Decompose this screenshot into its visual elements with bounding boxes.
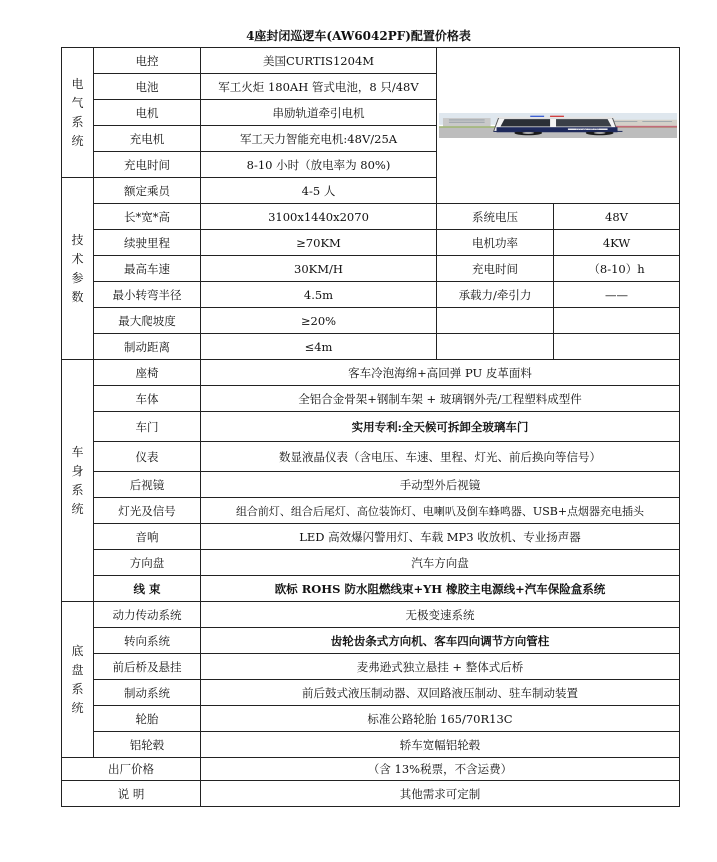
- table-row: [62, 412, 680, 442]
- spec-label: 充电时间: [437, 256, 554, 282]
- spec-value: （含 13%税票，不含运费）: [201, 758, 680, 781]
- spec-value: ≥70KM: [201, 230, 437, 256]
- group-label-technical: 技 术 参 数: [62, 178, 94, 360]
- table-row: [62, 256, 680, 282]
- spec-value: 无极变速系统: [201, 602, 680, 628]
- spec-label: 座椅: [94, 360, 201, 386]
- spec-label: [437, 334, 554, 360]
- spec-label: 充电时间: [94, 152, 201, 178]
- table-row: [62, 360, 680, 386]
- spec-label: 仪表: [94, 442, 201, 472]
- spec-label: 车体: [94, 386, 201, 412]
- table-row: [62, 732, 680, 758]
- spec-value: 4KW: [554, 230, 680, 256]
- table-row: [62, 602, 680, 628]
- spec-value: 麦弗逊式独立悬挂 + 整体式后桥: [201, 654, 680, 680]
- vehicle-image: [439, 113, 677, 138]
- table-row: [62, 758, 680, 781]
- group-label-electric: 电 气 系 统: [62, 48, 94, 178]
- spec-label: 额定乘员: [94, 178, 201, 204]
- spec-label: 最高车速: [94, 256, 201, 282]
- spec-label: 灯光及信号: [94, 498, 201, 524]
- spec-value: 实用专利:全天候可拆卸全玻璃车门: [201, 412, 680, 442]
- spec-label: 续驶里程: [94, 230, 201, 256]
- table-row: [62, 628, 680, 654]
- spec-value: ≤4m: [201, 334, 437, 360]
- spec-value: 军工火炬 180AH 管式电池，8 只/48V: [201, 74, 437, 100]
- spec-value: [554, 308, 680, 334]
- table-row: [62, 48, 680, 74]
- spec-label: 轮胎: [94, 706, 201, 732]
- spec-label: 铝轮毂: [94, 732, 201, 758]
- spec-value: 48V: [554, 204, 680, 230]
- table-row: [62, 204, 680, 230]
- spec-value: 串励轨道牵引电机: [201, 100, 437, 126]
- spec-value: 全铝合金骨架+钢制车架 + 玻璃钢外壳/工程塑料成型件: [201, 386, 680, 412]
- spec-value: 4.5m: [201, 282, 437, 308]
- spec-label: 制动系统: [94, 680, 201, 706]
- table-row: [62, 472, 680, 498]
- table-row: [62, 524, 680, 550]
- spec-value: 军工天力智能充电机:48V/25A: [201, 126, 437, 152]
- spec-label: 后视镜: [94, 472, 201, 498]
- spec-label: 制动距离: [94, 334, 201, 360]
- table-row: [62, 781, 680, 807]
- table-row: [62, 706, 680, 732]
- spec-label: 充电机: [94, 126, 201, 152]
- spec-value: [554, 334, 680, 360]
- spec-value: 3100x1440x2070: [201, 204, 437, 230]
- spec-label: [437, 308, 554, 334]
- vehicle-caption: 治安巡逻: [575, 129, 600, 131]
- spec-value: 汽车方向盘: [201, 550, 680, 576]
- spec-value: 轿车宽幅铝轮毂: [201, 732, 680, 758]
- group-label-body: 车 身 系 统: [62, 360, 94, 602]
- table-row: [62, 576, 680, 602]
- spec-value: 标准公路轮胎 165/70R13C: [201, 706, 680, 732]
- page-title: 4座封闭巡逻车(AW6042PF)配置价格表: [246, 29, 471, 43]
- spec-label: 电池: [94, 74, 201, 100]
- spec-label: 动力传动系统: [94, 602, 201, 628]
- spec-label: 线 束: [94, 576, 201, 602]
- group-label-chassis: 底 盘 系 统: [62, 602, 94, 758]
- spec-label: 长*宽*高: [94, 204, 201, 230]
- spec-value: 其他需求可定制: [201, 781, 680, 807]
- spec-value: 美国CURTIS1204M: [201, 48, 437, 74]
- table-row: [62, 334, 680, 360]
- spec-value: 8-10 小时（放电率为 80%): [201, 152, 437, 178]
- spec-label: 电机: [94, 100, 201, 126]
- spec-value: 手动型外后视镜: [201, 472, 680, 498]
- table-row: [62, 498, 680, 524]
- spec-value: 齿轮齿条式方向机、客车四向调节方向管柱: [201, 628, 680, 654]
- table-row: [62, 680, 680, 706]
- table-row: [62, 308, 680, 334]
- table-row: [62, 230, 680, 256]
- table-row: [62, 442, 680, 472]
- table-row: [62, 654, 680, 680]
- spec-label: 说 明: [62, 781, 201, 807]
- spec-label: 最小转弯半径: [94, 282, 201, 308]
- spec-label: 前后桥及悬挂: [94, 654, 201, 680]
- spec-label: 出厂价格: [62, 758, 201, 781]
- spec-label: 方向盘: [94, 550, 201, 576]
- spec-value: ≥20%: [201, 308, 437, 334]
- spec-value: 客车冷泡海绵+高回弹 PU 皮革面料: [201, 360, 680, 386]
- spec-value: （8-10）h: [554, 256, 680, 282]
- spec-value: 组合前灯、组合后尾灯、高位装饰灯、电喇叭及倒车蜂鸣器、USB+点烟器充电插头: [201, 498, 680, 524]
- spec-value: 4-5 人: [201, 178, 437, 204]
- spec-label: 电机功率: [437, 230, 554, 256]
- spec-label: 承载力/牵引力: [437, 282, 554, 308]
- spec-label: 最大爬坡度: [94, 308, 201, 334]
- spec-label: 音响: [94, 524, 201, 550]
- spec-label: 转向系统: [94, 628, 201, 654]
- table-row: [62, 282, 680, 308]
- spec-value: LED 高效爆闪警用灯、车载 MP3 收放机、专业扬声器: [201, 524, 680, 550]
- spec-value: 前后鼓式液压制动器、双回路液压制动、驻车制动装置: [201, 680, 680, 706]
- spec-table: [61, 47, 680, 807]
- spec-label: 车门: [94, 412, 201, 442]
- spec-value: 30KM/H: [201, 256, 437, 282]
- spec-label: 系统电压: [437, 204, 554, 230]
- spec-value: ——: [554, 282, 680, 308]
- table-row: [62, 550, 680, 576]
- table-row: [62, 386, 680, 412]
- spec-value: 数显液晶仪表（含电压、车速、里程、灯光、前后换向等信号）: [201, 442, 680, 472]
- spec-value: 欧标 ROHS 防水阻燃线束+YH 橡胶主电源线+汽车保险盒系统: [201, 576, 680, 602]
- vehicle-photo: [437, 48, 680, 204]
- spec-label: 电控: [94, 48, 201, 74]
